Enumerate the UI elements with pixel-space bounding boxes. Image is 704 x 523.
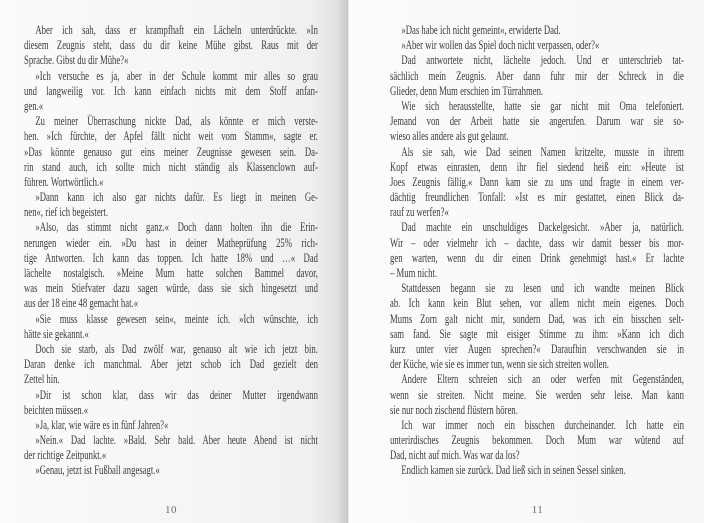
text-line: »Dann kann ich also gar nichts dafür. Es liegt in meinen Ge-: [35, 189, 318, 205]
text-line: Andere Eltern schreien sich an oder werfen mit Gegenständen,: [401, 371, 684, 387]
text-line: wieso alles andere als gut gelaunt.: [390, 128, 509, 144]
paragraph: [390, 52, 684, 98]
text-line: und langweilig vor. Ich kann einfach nichts mit dem Stoff anfan-: [24, 82, 318, 98]
text-line: kurz unter vier Augen sprechen?« Daraufhin verschwanden sie in: [390, 340, 684, 356]
paragraph: [390, 22, 684, 37]
text-line: rin stand auch, ich sollte mich nicht ständig als Klassenclown auf-: [24, 158, 318, 174]
paragraph: [24, 387, 318, 417]
text-line: aus der 18 eine 48 gemacht hat.«: [24, 295, 139, 311]
text-line: Als sie sah, wie Dad seinen Namen kritzelte, musste in ihrem: [401, 143, 684, 159]
text-line: »Sie muss klasse gewesen sein«, meinte ich. »Ich wünschte, ich: [35, 310, 318, 326]
text-line: Dad antwortete nicht, lächelte jedoch. Und er unterschrieb tat-: [401, 52, 684, 68]
page-right-number: 11: [531, 504, 544, 516]
text-line: ab. Ich kann kein Blut sehen, vor allem nicht mein eigenes. Doch: [390, 295, 684, 311]
paragraph: [390, 219, 684, 280]
page-left-number: 10: [165, 504, 177, 516]
text-line: beichten müssen.«: [24, 401, 89, 417]
text-line: Kopf etwas einrasten, denn ihr fiel siedend heiß ein: »Heute ist: [390, 158, 684, 174]
text-line: sächlich mein Zeugnis. Aber dann fuhr mir der Schreck in die: [390, 67, 684, 83]
text-line: Doch sie starb, als Dad zwölf war, genauso alt wie ich jetzt bin.: [35, 340, 318, 356]
paragraph: [24, 219, 318, 310]
text-line: Zu meiner Überraschung nickte Dad, als könnte er mich verste-: [35, 113, 318, 129]
paragraph: [390, 371, 684, 417]
page-left-text: [24, 22, 318, 478]
text-line: Stattdessen begann sie zu lesen und ich wandte meinen Blick: [401, 280, 684, 296]
paragraph: [24, 22, 318, 68]
text-line: »Ich versuche es ja, aber in der Schule kommt mir alles so grau: [35, 67, 318, 83]
paragraph: [24, 68, 318, 114]
text-line: nen«, rief ich begeistert.: [24, 204, 109, 220]
paragraph: [390, 462, 684, 477]
text-line: der richtige Zeitpunkt.«: [24, 447, 107, 463]
text-line: hen. »Ich fürchte, der Apfel fällt nicht weit vom Stamm«, sagte er.: [24, 128, 318, 144]
text-line: »Genau, jetzt ist Fußball angesagt.«: [35, 462, 160, 478]
paragraph: [24, 341, 318, 387]
text-line: was mein Stiefvater dazu sagen würde, dass sie sich hingesetzt und: [24, 280, 318, 296]
text-line: hätte sie gekannt.«: [24, 325, 89, 341]
text-line: gen.«: [24, 97, 44, 113]
paragraph: [24, 113, 318, 189]
text-line: Sprache. Gibst du dir Mühe?«: [24, 52, 129, 68]
text-line: »Nein.« Dad lachte. »Bald. Sehr bald. Aber heute Abend ist nicht: [35, 432, 318, 448]
text-line: – Mum nicht.: [390, 265, 438, 280]
paragraph: [24, 432, 318, 462]
paragraph: [24, 189, 318, 219]
text-line: Dad, nicht auf mich. Was war da los?: [390, 447, 520, 463]
text-line: sam fand. Sie sagte mit eisiger Stimme zu ihm: »Kann ich dich: [390, 325, 684, 341]
text-line: sie nur noch zischend flüstern hören.: [390, 401, 518, 417]
text-line: wenn sie streiten. Nicht meine. Sie werden sehr leise. Man kann: [390, 386, 684, 402]
text-line: Zettel hin.: [24, 371, 60, 387]
text-line: Joes Zeugnis fällig.« Dann kam sie zu uns und fragte in einem ver-: [390, 173, 684, 189]
text-line: »Das könnte genauso gut eins meiner Zeugnisse gewesen sein. Da-: [24, 143, 318, 159]
text-line: Dad machte ein unschuldiges Dackelgesicht. »Aber ja, natürlich.: [401, 219, 684, 235]
text-line: nerungen wieder ein. »Du hast in deiner Matheprüfung 25% rich-: [24, 234, 318, 250]
paragraph: [390, 280, 684, 371]
text-line: lächelte nostalgisch. »Meine Mum hatte solchen Bammel davor,: [24, 265, 318, 280]
paragraph: [390, 37, 684, 52]
text-line: »Dir ist schon klar, dass wir das deiner Mutter irgendwann: [35, 386, 318, 402]
text-line: Glieder, denn Mum erschien im Türrahmen.: [390, 82, 544, 98]
text-line: Wir – oder vielmehr ich – dachte, dass wir damit besser bis mor-: [390, 234, 684, 250]
text-line: Mums Zorn galt nicht mir, sondern Dad, was ich ein bisschen selt-: [390, 310, 684, 326]
text-line: Wie sich herausstellte, hatte sie gar nicht mit Oma telefoniert.: [401, 97, 684, 113]
text-line: rauf zu werfen?«: [390, 204, 449, 220]
paragraph: [24, 462, 318, 477]
text-line: »Also, das stimmt nicht ganz.« Doch dann holten ihn die Erin-: [35, 219, 318, 235]
paragraph: [24, 311, 318, 341]
text-line: »Das habe ich nicht gemeint«, erwiderte Dad.: [401, 22, 561, 37]
text-line: Ich war immer noch ein bisschen durcheinander. Ich hatte ein: [401, 416, 684, 432]
text-line: Daran denke ich manchmal. Aber jetzt schob ich Dad gezielt den: [24, 356, 318, 372]
text-line: diesem Zeugnis steht, dass du dir keine Mühe gibst. Raus mit der: [24, 37, 318, 53]
text-line: dächtig freundlichen Tonfall: »Ist es mir gestattet, einen Blick da-: [390, 189, 684, 205]
text-line: gen warten, wenn du dir einen Drink genehmigt hast.« Er lachte: [390, 249, 684, 265]
text-line: Aber ich sah, dass er krampfhaft ein Lächeln unterdrückte. »In: [35, 22, 318, 37]
text-line: unterirdisches Zeugnis bekommen. Doch Mum war wütend auf: [390, 432, 684, 448]
text-line: Jemand von der Arbeit hatte sie angerufen. Darum war sie so-: [390, 113, 684, 129]
text-line: Endlich kamen sie zurück. Dad ließ sich in seinen Sessel sinken.: [401, 462, 626, 478]
paragraph: [390, 144, 684, 220]
text-line: »Ja, klar, wie wäre es in fünf Jahren?«: [35, 416, 169, 432]
text-line: »Aber wir wollen das Spiel doch nicht verpassen, oder?«: [401, 37, 600, 53]
text-line: tige Antworten. Ich kann das toppen. Ich hatte 18% und …« Dad: [24, 249, 318, 265]
page-right-text: [390, 22, 684, 478]
paragraph: [24, 417, 318, 432]
paragraph: [390, 417, 684, 463]
text-line: führen. Wortwörtlich.«: [24, 173, 104, 189]
paragraph: [390, 98, 684, 144]
text-line: der Küche, wie sie es immer tun, wenn sie sich streiten wollen.: [390, 356, 609, 372]
